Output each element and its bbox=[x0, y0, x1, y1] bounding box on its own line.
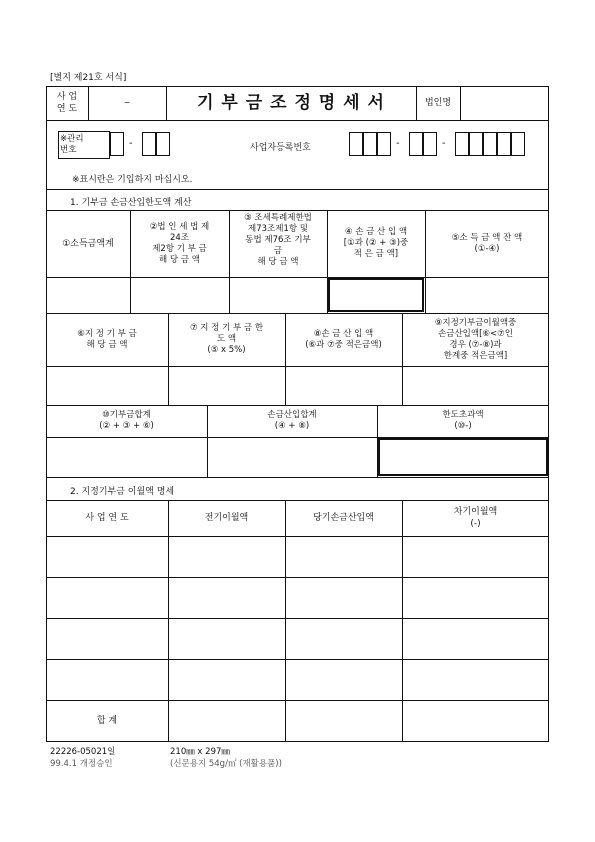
table-row[interactable] bbox=[46, 577, 549, 618]
s1-val-income-balance[interactable] bbox=[425, 277, 549, 313]
s1-val-deductible-amount[interactable] bbox=[328, 278, 424, 312]
s2-col-designated-donation: ⑥지 정 기 부 금 해 당 금 액 bbox=[77, 328, 137, 350]
s3-val-excess-amount[interactable] bbox=[378, 438, 548, 476]
biz-reg-digit[interactable] bbox=[349, 132, 363, 156]
table-row[interactable] bbox=[46, 536, 549, 577]
s3-col-deduction-total: 손금산입합계 (④ + ⑧) bbox=[267, 410, 317, 431]
s2-val-designated-limit[interactable] bbox=[168, 366, 285, 405]
biz-reg-digit[interactable] bbox=[363, 132, 377, 156]
s2-col-carryover-deduction: ⑨지정기부금이월액중 손금산입액[⑥<⑦인 경우 (⑦-⑧)과 한계중 적은금액] bbox=[434, 317, 517, 361]
dash: - bbox=[442, 138, 446, 149]
corp-name-field[interactable] bbox=[460, 86, 549, 120]
section2-title: 2. 지정기부금 이월액 명세 bbox=[70, 487, 175, 497]
corp-name-label: 법인명 bbox=[424, 98, 452, 108]
s2-col-deductible-amount: ⑧손 금 산 입 액 (⑥과 ⑦중 적은금액) bbox=[305, 328, 382, 350]
s3-col-donation-total: ⑩기부금합계 (② + ③ + ⑥) bbox=[99, 410, 154, 431]
business-year-label: 사 업 연 도 bbox=[56, 92, 78, 114]
form-title: 기 부 금 조 정 명 세 서 bbox=[197, 93, 385, 113]
s3-col-excess-amount: 한도초과액 (⑩-) bbox=[442, 410, 484, 431]
carryover-col-year: 사 업 연 도 bbox=[85, 513, 129, 523]
form-code: 22226-05021일 bbox=[50, 747, 116, 757]
s1-val-income-total[interactable] bbox=[46, 277, 130, 313]
table-row[interactable] bbox=[46, 618, 549, 659]
s1-col-income-total: ①소득금액계 bbox=[62, 238, 114, 249]
s2-col-designated-limit: ⑦ 지 정 기 부 금 한 도 액 (⑤ x 5%) bbox=[189, 323, 264, 355]
mgmt-no-digit[interactable] bbox=[110, 132, 124, 156]
biz-reg-digit[interactable] bbox=[497, 132, 511, 156]
s2-val-designated-donation[interactable] bbox=[46, 366, 168, 405]
biz-reg-digit[interactable] bbox=[469, 132, 483, 156]
dash: - bbox=[396, 138, 400, 149]
biz-reg-digit[interactable] bbox=[377, 132, 391, 156]
total-row-label: 합 계 bbox=[96, 716, 118, 726]
dash: - bbox=[129, 138, 133, 149]
biz-reg-digit[interactable] bbox=[423, 132, 437, 156]
s1-col-income-balance: ⑤소 득 금 액 잔 액 (①-④) bbox=[451, 232, 523, 254]
section1-title: 1. 기부금 손금산입한도액 계산 bbox=[70, 198, 192, 208]
s2-val-deductible-amount[interactable] bbox=[285, 366, 402, 405]
s1-val-special-tax-donation[interactable] bbox=[229, 277, 327, 313]
paper-spec: (신문용지 54g/㎡ (재활용품)) bbox=[170, 759, 282, 769]
s3-val-deduction-total[interactable] bbox=[207, 437, 377, 477]
carryover-col-next: 차기이월액 (-) bbox=[453, 507, 498, 529]
s1-col-deductible-amount: ④ 손 금 산 입 액 [①과 (② + ③)중 적 은 금 액] bbox=[343, 227, 409, 259]
carryover-col-prior: 전기이월액 bbox=[204, 513, 249, 523]
s3-val-donation-total[interactable] bbox=[46, 437, 207, 477]
s1-col-special-tax-donation: ③ 조세특례제한법 제73조제1항 및 동법 제76조 기부 금 해 당 금 액 bbox=[244, 213, 312, 267]
table-row[interactable] bbox=[46, 659, 549, 700]
biz-reg-digit[interactable] bbox=[511, 132, 525, 156]
business-year-period[interactable]: ~ bbox=[123, 98, 131, 107]
paper-size: 210㎜ x 297㎜ bbox=[170, 747, 230, 757]
s2-val-carryover-deduction[interactable] bbox=[402, 366, 549, 405]
revision-note: 99.4.1 개정승인 bbox=[50, 759, 113, 769]
mgmt-no-label: ※관리 번호 bbox=[60, 134, 84, 155]
s1-val-law24-donation[interactable] bbox=[130, 277, 229, 313]
s1-col-law24-donation: ②법 인 세 법 제 24조 제2항 기 부 금 해 당 금 액 bbox=[149, 221, 210, 265]
biz-reg-label: 사업자등록번호 bbox=[250, 143, 311, 153]
notice-text: ※표시란은 기입하지 마십시오. bbox=[72, 175, 193, 185]
biz-reg-digit[interactable] bbox=[455, 132, 469, 156]
carryover-col-current-deduction: 당기손금산입액 bbox=[313, 513, 374, 523]
mgmt-no-digit[interactable] bbox=[142, 132, 156, 156]
mgmt-no-digit[interactable] bbox=[156, 132, 170, 156]
biz-reg-digit[interactable] bbox=[409, 132, 423, 156]
biz-reg-digit[interactable] bbox=[483, 132, 497, 156]
form-label: [별지 제21호 서식] bbox=[50, 73, 127, 83]
